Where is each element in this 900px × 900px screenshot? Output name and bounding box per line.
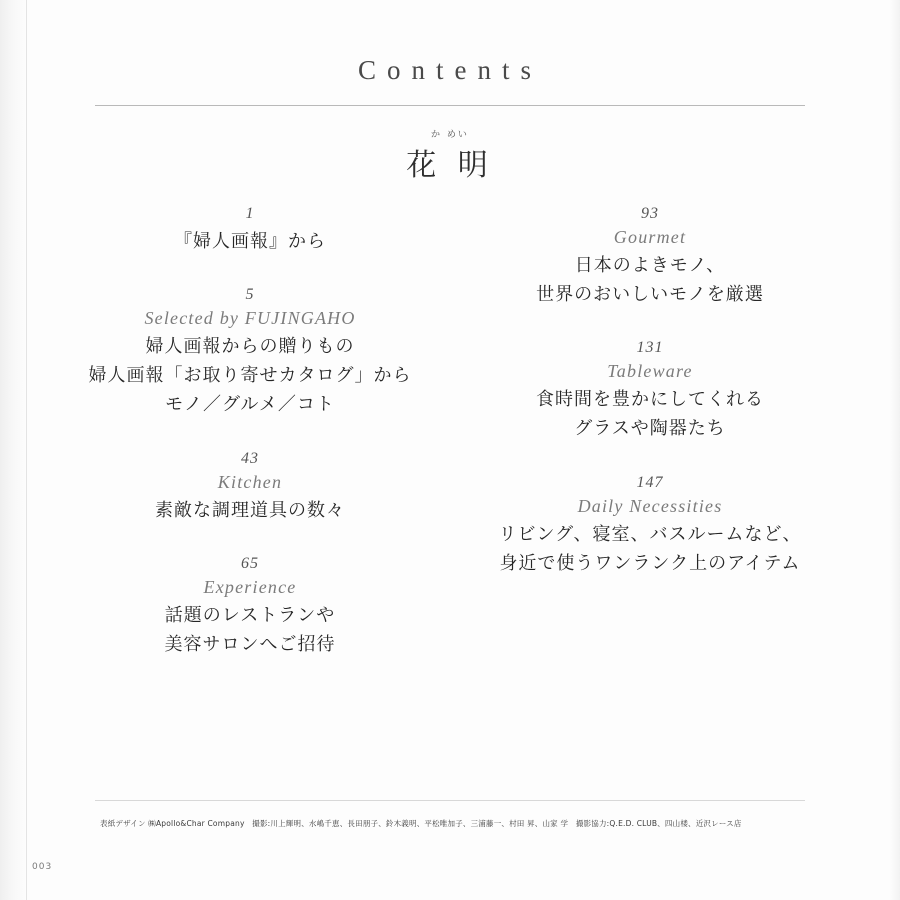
toc-entry-en-title: Selected by FUJINGAHO (144, 308, 356, 329)
page-folio-number: 003 (32, 862, 53, 872)
toc-entry-jp-line: 食時間を豊かにしてくれる (536, 389, 764, 411)
toc-entry[interactable] (460, 474, 840, 578)
toc-entry-page-number: 65 (241, 554, 259, 572)
toc-entry[interactable] (60, 286, 440, 419)
toc-entry-page-number: 147 (636, 473, 664, 491)
toc-entry-page-number: 93 (641, 205, 659, 222)
toc-entry-jp-line: 『婦人画報』から (174, 231, 326, 252)
toc-entry-jp-line: 婦人画報からの贈りもの (145, 336, 355, 358)
contents-columns (60, 205, 840, 689)
page-gutter-shadow (0, 0, 26, 900)
toc-entry-jp-line: グラスや陶器たち (574, 418, 726, 440)
section-heading (0, 130, 900, 184)
toc-entry-jp-line: 身近で使うワンランク上のアイテム (499, 552, 801, 574)
toc-entry-jp-line: 日本のよきモノ、 (574, 255, 726, 276)
toc-entry-jp-line: リビング、寝室、バスルームなど、 (498, 523, 802, 545)
toc-entry-jp-line: モノ／グルメ／コト (165, 394, 335, 416)
credits-text: 表紙デザイン ㈱Apollo&Char Company 撮影:川上輝明、水嶋千恵、長田朋子、鈴木義明、平松唯加子、三浦藤一、村田 昇、山家 学 撮影協力:Q.E.D. CLUB、四山楼、近沢レース店 (100, 819, 742, 828)
toc-entry[interactable] (460, 205, 840, 309)
toc-entry-page-number: 43 (241, 449, 259, 467)
toc-entry-jp-line: 世界のおいしいモノを厳選 (536, 284, 764, 306)
toc-entry-page-number: 5 (245, 286, 255, 304)
toc-entry-page-number: 1 (245, 205, 255, 222)
page-title: Contents (357, 55, 542, 85)
toc-entry-en-title: Gourmet (613, 227, 687, 247)
credits-divider (95, 800, 805, 801)
contents-column-right (460, 205, 840, 689)
toc-entry-jp-line: 美容サロンへご招待 (164, 633, 336, 655)
title-divider (95, 105, 805, 106)
toc-entry-en-title: Kitchen (217, 471, 283, 492)
toc-entry-en-title: Tableware (607, 361, 693, 382)
section-heading-ruby: か めい (431, 130, 469, 140)
toc-entry[interactable] (60, 450, 440, 525)
toc-entry[interactable] (60, 555, 440, 659)
toc-entry-page-number: 131 (636, 339, 664, 357)
section-heading-text: 花 明 (406, 148, 494, 183)
toc-entry-jp-line: 婦人画報「お取り寄せカタログ」から (88, 365, 412, 387)
contents-column-left (60, 205, 440, 689)
toc-entry-en-title: Daily Necessities (577, 495, 723, 516)
toc-entry[interactable] (60, 205, 440, 256)
page-edge-line (26, 0, 27, 900)
toc-entry[interactable] (460, 339, 840, 443)
toc-entry-en-title: Experience (203, 576, 297, 597)
toc-entry-jp-line: 話題のレストランや (164, 604, 336, 626)
page-right-shadow (890, 0, 900, 900)
section-heading-ruby-wrap (406, 130, 494, 184)
toc-entry-jp-line: 素敵な調理道具の数々 (155, 499, 345, 521)
